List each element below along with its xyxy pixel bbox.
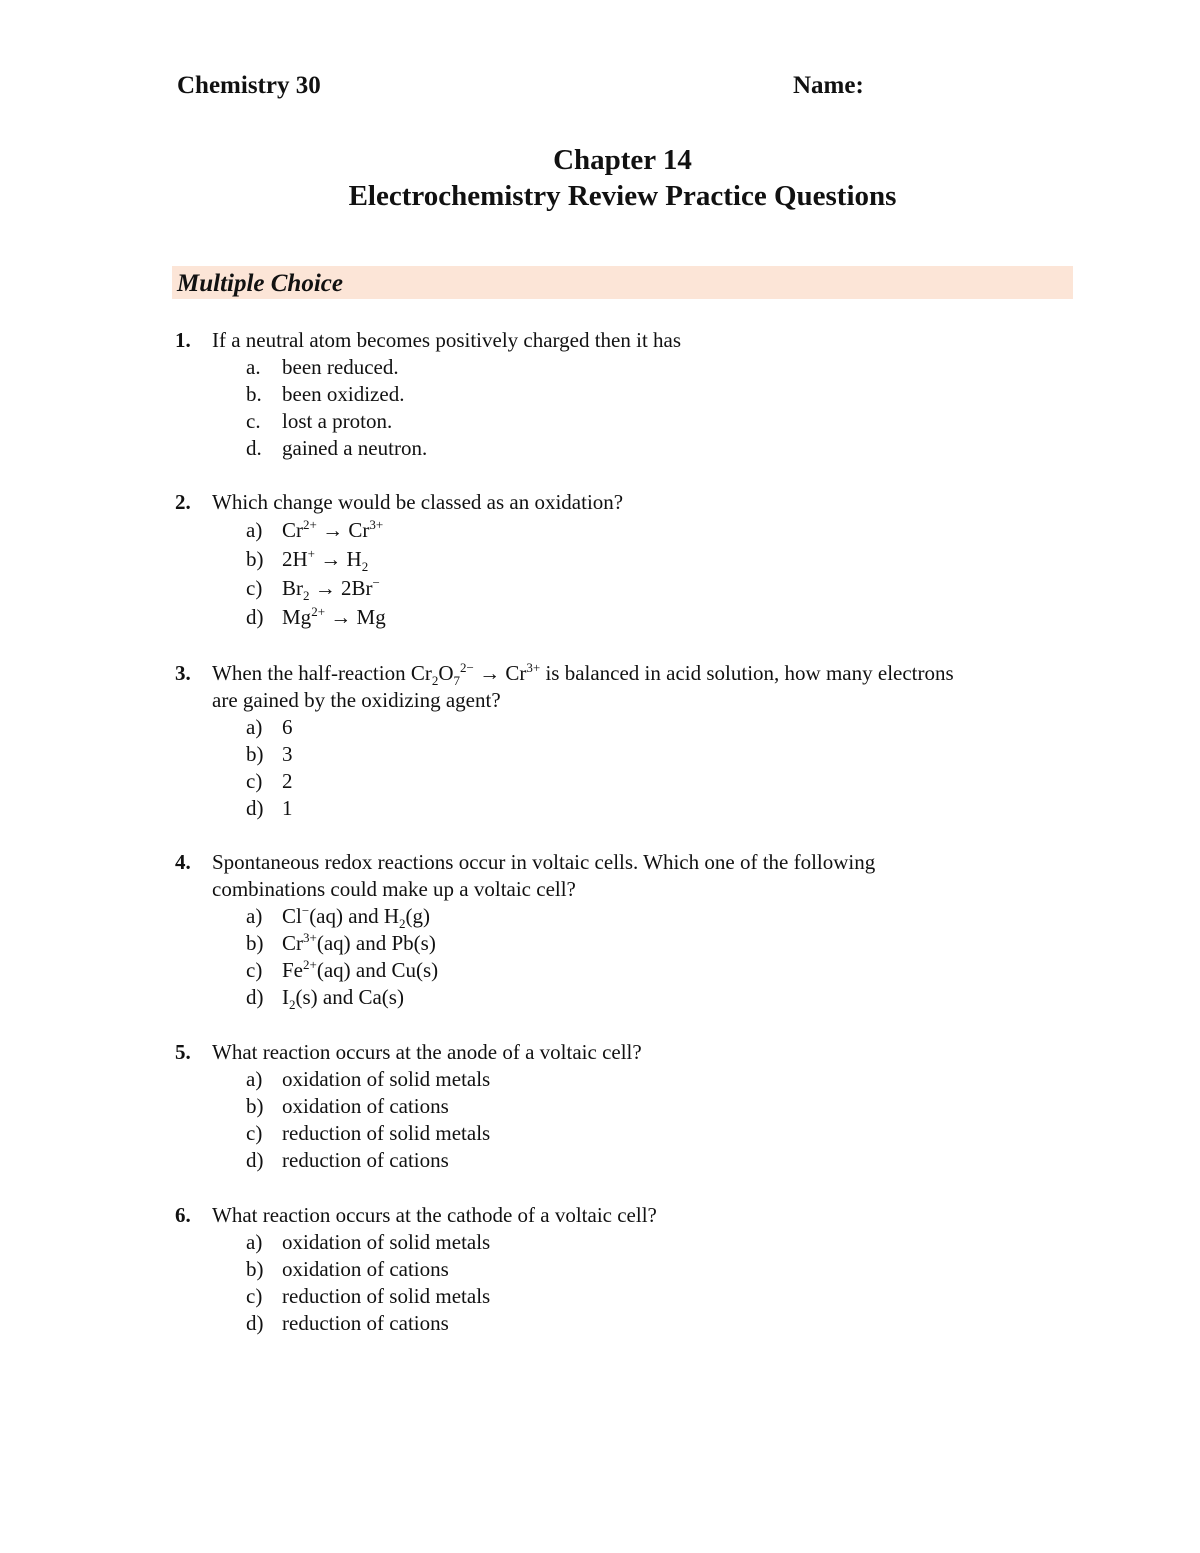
option-a bbox=[175, 516, 1075, 545]
option-text: 1 bbox=[282, 796, 293, 820]
question-5 bbox=[175, 1039, 1075, 1174]
option-letter: c) bbox=[246, 769, 263, 793]
option-letter: a) bbox=[246, 518, 263, 542]
question-text: combinations could make up a voltaic cell? bbox=[212, 877, 576, 901]
option-formula: $Fe^{2+}(aq)$ and Cu(s) bbox=[282, 957, 439, 982]
option-letter: d) bbox=[246, 1148, 264, 1172]
option-a bbox=[175, 354, 1075, 381]
section-title: Multiple Choice bbox=[177, 270, 343, 297]
option-text: reduction of cations bbox=[282, 1148, 449, 1172]
question-text: Which change would be classed as an oxidation? bbox=[212, 490, 624, 514]
option-b bbox=[175, 1093, 1075, 1120]
question-text: If a neutral atom becomes positively charged then it has bbox=[212, 328, 682, 352]
option-letter: b) bbox=[246, 1257, 264, 1281]
option-formula: $2H^+ \to H_2$ bbox=[282, 546, 369, 575]
option-letter: d) bbox=[246, 605, 264, 629]
option-d bbox=[175, 795, 1075, 822]
option-letter: a) bbox=[246, 1067, 263, 1091]
option-c bbox=[175, 574, 1075, 603]
worksheet-title: Electrochemistry Review Practice Questions bbox=[348, 180, 897, 212]
option-text: 3 bbox=[282, 742, 293, 766]
option-letter: c. bbox=[246, 409, 261, 433]
option-letter: c) bbox=[246, 958, 263, 982]
option-letter: b) bbox=[246, 931, 264, 955]
option-a bbox=[175, 1229, 1075, 1256]
option-text: reduction of solid metals bbox=[282, 1284, 491, 1308]
option-letter: b) bbox=[246, 1094, 264, 1118]
question-3 bbox=[175, 660, 1075, 822]
option-text: oxidation of cations bbox=[282, 1094, 449, 1118]
question-text: When the half-reaction $Cr_2O_7^{2-} \to Cr^{3+}$ is balanced in acid solution, how many electrons bbox=[212, 660, 954, 689]
course-name: Chemistry 30 bbox=[177, 72, 321, 99]
question-number: 1. bbox=[175, 328, 191, 352]
option-letter: c) bbox=[246, 1284, 263, 1308]
option-text: 6 bbox=[282, 715, 293, 739]
option-letter: a. bbox=[246, 355, 261, 379]
option-letter: d) bbox=[246, 985, 264, 1009]
section-header-band bbox=[172, 266, 1073, 299]
option-c bbox=[175, 768, 1075, 795]
option-d bbox=[175, 984, 1075, 1011]
question-number: 3. bbox=[175, 661, 191, 685]
option-c bbox=[175, 1283, 1075, 1310]
option-letter: a) bbox=[246, 904, 263, 928]
option-c bbox=[175, 957, 1075, 984]
question-text: What reaction occurs at the anode of a voltaic cell? bbox=[212, 1040, 642, 1064]
option-text: reduction of cations bbox=[282, 1311, 449, 1335]
option-text: been oxidized. bbox=[282, 382, 405, 406]
option-letter: d. bbox=[246, 436, 262, 460]
option-b bbox=[175, 930, 1075, 957]
option-text: reduction of solid metals bbox=[282, 1121, 491, 1145]
question-2 bbox=[175, 489, 1075, 632]
option-formula: $Cr^{2+} \to Cr^{3+}$ bbox=[282, 517, 384, 542]
option-b bbox=[175, 741, 1075, 768]
question-number: 5. bbox=[175, 1040, 191, 1064]
option-c bbox=[175, 408, 1075, 435]
option-text: oxidation of solid metals bbox=[282, 1230, 491, 1254]
option-letter: d) bbox=[246, 796, 264, 820]
option-text: oxidation of solid metals bbox=[282, 1067, 491, 1091]
option-letter: d) bbox=[246, 1311, 264, 1335]
option-a bbox=[175, 1066, 1075, 1093]
option-letter: b) bbox=[246, 547, 264, 571]
question-text: What reaction occurs at the cathode of a voltaic cell? bbox=[212, 1203, 657, 1227]
option-letter: b. bbox=[246, 382, 262, 406]
option-b bbox=[175, 545, 1075, 574]
student-name-label: Name: bbox=[793, 72, 864, 99]
option-letter: a) bbox=[246, 715, 263, 739]
option-text: been reduced. bbox=[282, 355, 399, 379]
option-formula: $Br_2 \to 2Br^-$ bbox=[282, 575, 380, 604]
option-d bbox=[175, 603, 1075, 632]
option-a bbox=[175, 714, 1075, 741]
question-text: are gained by the oxidizing agent? bbox=[212, 688, 501, 712]
option-d bbox=[175, 1310, 1075, 1337]
question-number: 4. bbox=[175, 850, 191, 874]
option-d bbox=[175, 1147, 1075, 1174]
option-b bbox=[175, 381, 1075, 408]
option-letter: c) bbox=[246, 1121, 263, 1145]
option-letter: c) bbox=[246, 576, 263, 600]
chapter-title: Chapter 14 bbox=[553, 144, 692, 176]
question-6 bbox=[175, 1202, 1075, 1337]
option-formula: $Cr^{3+}(aq)$ and Pb(s) bbox=[282, 930, 436, 955]
option-text: lost a proton. bbox=[282, 409, 393, 433]
option-formula: $I_2(s)$ and Ca(s) bbox=[282, 985, 404, 1013]
option-formula: Cl−(aq) and $H_2(g)$ bbox=[282, 903, 430, 932]
option-d bbox=[175, 435, 1075, 462]
question-4 bbox=[175, 849, 1075, 1011]
question-text: Spontaneous redox reactions occur in voltaic cells. Which one of the following bbox=[212, 850, 876, 874]
option-letter: a) bbox=[246, 1230, 263, 1254]
option-b bbox=[175, 1256, 1075, 1283]
option-text: oxidation of cations bbox=[282, 1257, 449, 1281]
option-text: gained a neutron. bbox=[282, 436, 428, 460]
option-text: 2 bbox=[282, 769, 293, 793]
option-a bbox=[175, 903, 1075, 930]
question-number: 6. bbox=[175, 1203, 191, 1227]
question-number: 2. bbox=[175, 490, 191, 514]
option-letter: b) bbox=[246, 742, 264, 766]
question-1 bbox=[175, 327, 1075, 462]
option-formula: $Mg^{2+} \to Mg$ bbox=[282, 604, 386, 629]
option-c bbox=[175, 1120, 1075, 1147]
